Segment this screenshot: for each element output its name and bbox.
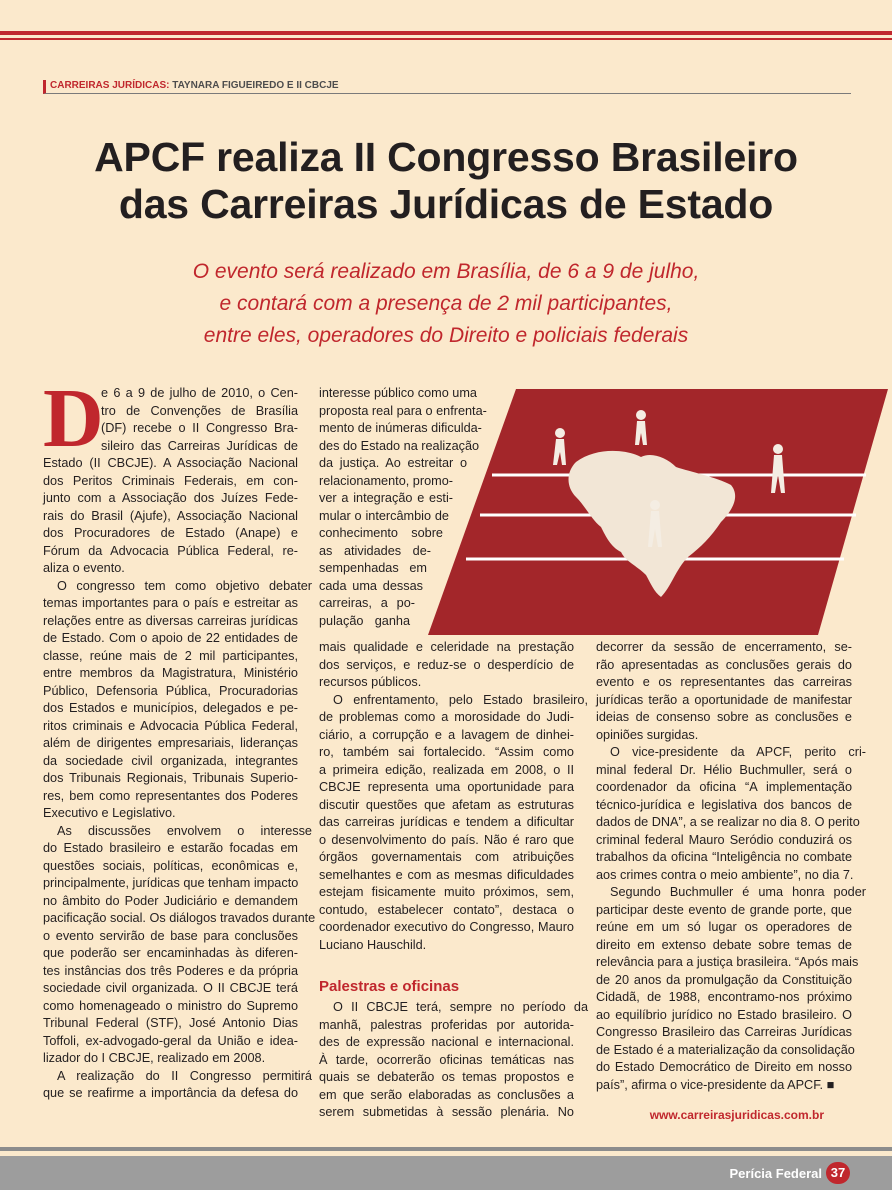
top-rule-thin	[0, 38, 892, 40]
text-line: órgãos governamentais com atribuições	[319, 850, 574, 864]
text-line: ro, também sai fortalecido. “Assim como	[319, 745, 574, 759]
website-link[interactable]: www.carreirasjuridicas.com.br	[649, 1108, 824, 1122]
text-line: conhecimento sobre	[319, 526, 443, 540]
text-line: de 20 anos da promulgação da Constituição	[596, 972, 852, 987]
title-line: das Carreiras Jurídicas de Estado	[118, 181, 774, 227]
text-line: pacificação social. Os diálogos travados durante	[43, 911, 316, 925]
text-line: O congresso tem como objetivo debater	[57, 578, 312, 593]
text-line: interesse público como uma	[319, 386, 477, 400]
text-line: do Estado Democrático de Direito em nosso	[596, 1060, 852, 1074]
text-line: serem submetidas à sessão plenária. No	[319, 1105, 574, 1119]
text-line: reúne em um só lugar os operadores de	[596, 920, 852, 934]
drop-cap: D	[43, 372, 104, 465]
text-line: e 6 a 9 de julho de 2010, o Cen-	[101, 386, 298, 400]
subtitle-line: O evento será realizado em Brasília, de 6 a 9 de julho,	[192, 260, 700, 283]
text-line: carreiras, a po-	[319, 596, 415, 610]
text-line: questões sociais, políticas, econômicas e,	[43, 858, 298, 873]
text-line: as atividades de-	[319, 543, 431, 558]
text-line: A realização do II Congresso permitirá	[57, 1068, 312, 1083]
text-line: manhã, palestras proferidas por autorida-	[319, 1017, 574, 1032]
text-line: O enfrentamento, pelo Estado brasileiro,	[333, 692, 588, 707]
text-line: discutir questões que afetam as estruturas	[319, 797, 574, 812]
text-line: país”, afirma o vice-presidente da APCF. ■	[596, 1077, 835, 1092]
text-line: principalmente, jurídicas que tenham impacto	[43, 876, 299, 890]
text-line: criminal federal Mauro Seródio conduzirá os	[596, 832, 852, 847]
text-line: Estado (II CBCJE). A Associação Nacional	[43, 456, 298, 470]
text-line: a primeira edição, realizada em 2008, o II	[319, 762, 574, 777]
text-line: participar deste evento de grande porte, que	[596, 902, 852, 917]
text-line: relacionamento, promo-	[319, 473, 453, 488]
text-line: temas importantes para o país e estreitar as	[43, 596, 298, 610]
text-line: recursos públicos.	[319, 675, 422, 689]
subtitle-line: entre eles, operadores do Direito e policiais federais	[203, 324, 689, 347]
text-line: que se reafirme a importância da defesa do	[43, 1086, 298, 1100]
page-number-badge: 37	[826, 1162, 850, 1184]
text-line: ritos criminais e Advocacia Pública Federal,	[43, 718, 298, 733]
text-line: Fórum da Advocacia Pública Federal, re-	[43, 543, 298, 558]
top-band	[0, 0, 892, 30]
text-line: minal federal Dr. Hélio Buchmuller, será o	[596, 762, 852, 777]
text-line: aos crimes contra o meio ambiente”, no dia 7.	[596, 867, 854, 882]
column-2	[319, 639, 588, 954]
text-line: proposta real para o enfrenta-	[319, 403, 487, 418]
text-line: des do Estado na realização	[319, 438, 480, 453]
article-title	[40, 134, 852, 228]
text-line: aliza o evento.	[43, 561, 125, 575]
text-line: ideias de consenso sobre as conclusões e	[596, 710, 852, 724]
text-line: coordenador executivo do Congresso, Mauro	[319, 920, 574, 934]
column-3	[596, 639, 866, 1094]
text-line: classe, reúne mais de 2 mil participantes,	[43, 648, 298, 663]
text-line: Tribunal Federal (STF), José Antonio Dias	[43, 1016, 298, 1030]
text-line: relevância para a justiça brasileira. “Após mais	[596, 955, 859, 969]
text-line: jurídicas terão a oportunidade de manifestar	[596, 692, 852, 707]
text-line: das carreiras jurídicas e tendem a dificultar	[319, 815, 574, 829]
text-line: de problemas como a morosidade do Judi-	[319, 710, 574, 724]
magazine-name: Perícia Federal	[729, 1166, 822, 1181]
text-line: ao equilíbrio jurídico no Estado brasileiro. O	[596, 1007, 852, 1022]
text-line: opiniões surgidas.	[596, 727, 699, 742]
text-line: sileiro das Carreiras Jurídicas de	[101, 438, 298, 453]
text-line: mento de inúmeras dificulda-	[319, 421, 482, 435]
text-line: direito em extenso debate sobre temas de	[596, 937, 852, 952]
text-line: entre membros da Magistratura, Ministério	[43, 666, 298, 680]
text-line: contudo, estabelecer contato”, destaca o	[319, 902, 574, 917]
text-line: O II CBCJE terá, sempre no período da	[333, 1000, 588, 1014]
text-line: tes instâncias dos três Poderes e da própria	[43, 963, 298, 978]
text-line: do Estado brasileiro e estarão focadas em	[43, 841, 298, 855]
text-line: técnico-jurídica e legislativa dos bancos de	[596, 797, 852, 812]
text-line: Executivo e Legislativo.	[43, 806, 176, 820]
article-subtitle	[40, 256, 852, 352]
text-line: sempenhadas em	[319, 561, 427, 575]
text-line: CBCJE representa uma oportunidade para	[319, 780, 574, 794]
text-line: ver a integração e esti-	[319, 491, 453, 505]
section-kicker	[43, 80, 851, 94]
text-line: mular o intercâmbio de	[319, 508, 449, 523]
text-line: cada uma dessas	[319, 578, 423, 593]
text-line: além de dirigentes empresariais, lideranças	[43, 736, 298, 750]
text-line: quais se debaterão os temas propostos e	[319, 1070, 574, 1084]
text-line: tro de Convenções de Brasília	[101, 403, 298, 418]
column-2-continued	[319, 999, 588, 1122]
text-line: semelhantes e com as mesmas dificuldades	[319, 867, 574, 882]
text-line: trabalhos da oficina “Inteligência no combate	[596, 850, 852, 864]
text-line: relações entre as diversas carreiras jurídicas	[43, 613, 298, 628]
text-line: o desenvolvimento do país. Não é raro que	[319, 832, 574, 847]
text-line: sociedade civil organizada. O II CBCJE terá	[43, 981, 298, 995]
text-line: O vice-presidente da APCF, perito cri-	[610, 745, 866, 759]
text-line: lizador do I CBCJE, realizado em 2008.	[43, 1051, 266, 1065]
text-line: Congresso Brasileiro das Carreiras Jurídicas	[596, 1025, 852, 1039]
text-line: Público, Defensoria Pública, Procuradorias	[43, 683, 298, 698]
text-line: À tarde, ocorrerão oficinas temáticas nas	[319, 1052, 574, 1067]
text-line: des de expressão nacional e internacional.	[319, 1035, 574, 1049]
illustration-brazil-map-walkers	[426, 387, 890, 637]
text-line: dados de DNA”, a se realizar no dia 8. O perito	[596, 815, 860, 829]
text-line: ciário, a corrupção e a lavagem de dinhei-	[319, 727, 574, 742]
text-line: em que serão elaboradas as conclusões a	[319, 1087, 574, 1102]
text-line: pulação ganha	[319, 613, 410, 628]
text-line: dos Peritos Criminais Federais, em con-	[43, 473, 298, 488]
text-line: que poderão ser encaminhadas às diferen-	[43, 946, 298, 960]
text-line: dos Tribunais Regionais, Tribunais Superio-	[43, 771, 298, 785]
byline: TAYNARA FIGUEIREDO E II CBCJE	[172, 80, 339, 91]
section-heading: Palestras e oficinas	[319, 978, 460, 995]
text-line: como homenageado o ministro do Supremo	[43, 998, 298, 1013]
text-line: res, bem como representantes dos Poderes	[43, 788, 298, 803]
text-line: coordenador da oficina “A implementação	[596, 780, 852, 794]
text-line: dos Procuradores de Estado (Anape) e	[43, 526, 298, 540]
text-line: As discussões envolvem o interesse	[57, 823, 312, 838]
subtitle-line: e contará com a presença de 2 mil participantes,	[219, 292, 673, 315]
footer-rule	[0, 1147, 892, 1151]
text-line: junto com a Associação dos Juízes Fede-	[43, 491, 298, 505]
title-line: APCF realiza II Congresso Brasileiro	[94, 134, 798, 180]
section-label: CARREIRAS JURÍDICAS:	[50, 80, 170, 91]
text-line: Segundo Buchmuller é uma honra poder	[610, 885, 866, 899]
text-line: rais do Brasil (Ajufe), Associação Nacional	[43, 508, 298, 523]
text-line: evento e os representantes das carreiras	[596, 675, 852, 689]
text-line: dos serviços, e reduz-se o desperdício de	[319, 657, 574, 672]
text-line: decorrer da sessão de encerramento, se-	[596, 640, 852, 654]
text-line: no âmbito do Poder Judiciário e demandem	[43, 893, 298, 908]
text-line: de Estado. Com o apoio de 22 entidades de	[43, 631, 298, 645]
top-rule	[0, 31, 892, 35]
text-line: rão apresentadas as conclusões gerais do	[596, 657, 852, 672]
text-line: da sociedade civil organizada, integrantes	[43, 753, 298, 768]
text-line: da justiça. Ao estreitar o	[319, 456, 467, 470]
text-line: dos Estados e municípios, delegados e pe-	[43, 701, 298, 715]
text-line: estejam fisicamente muito próximos, sem,	[319, 885, 574, 899]
text-line: o evento servirão de base para conclusões	[43, 928, 298, 943]
column-1	[43, 372, 316, 1103]
text-line: de Estado é a materialização da consolidação	[596, 1042, 855, 1057]
text-line: Cidadã, de 1988, encontramo-nos próximo	[596, 990, 852, 1004]
text-line: mais qualidade e celeridade na prestação	[319, 640, 574, 654]
text-line: Toffoli, ex-advogado-geral da União e idea-	[43, 1033, 298, 1048]
text-line: Luciano Hauschild.	[319, 937, 427, 952]
text-line: (DF) recebe o II Congresso Bra-	[101, 421, 298, 435]
